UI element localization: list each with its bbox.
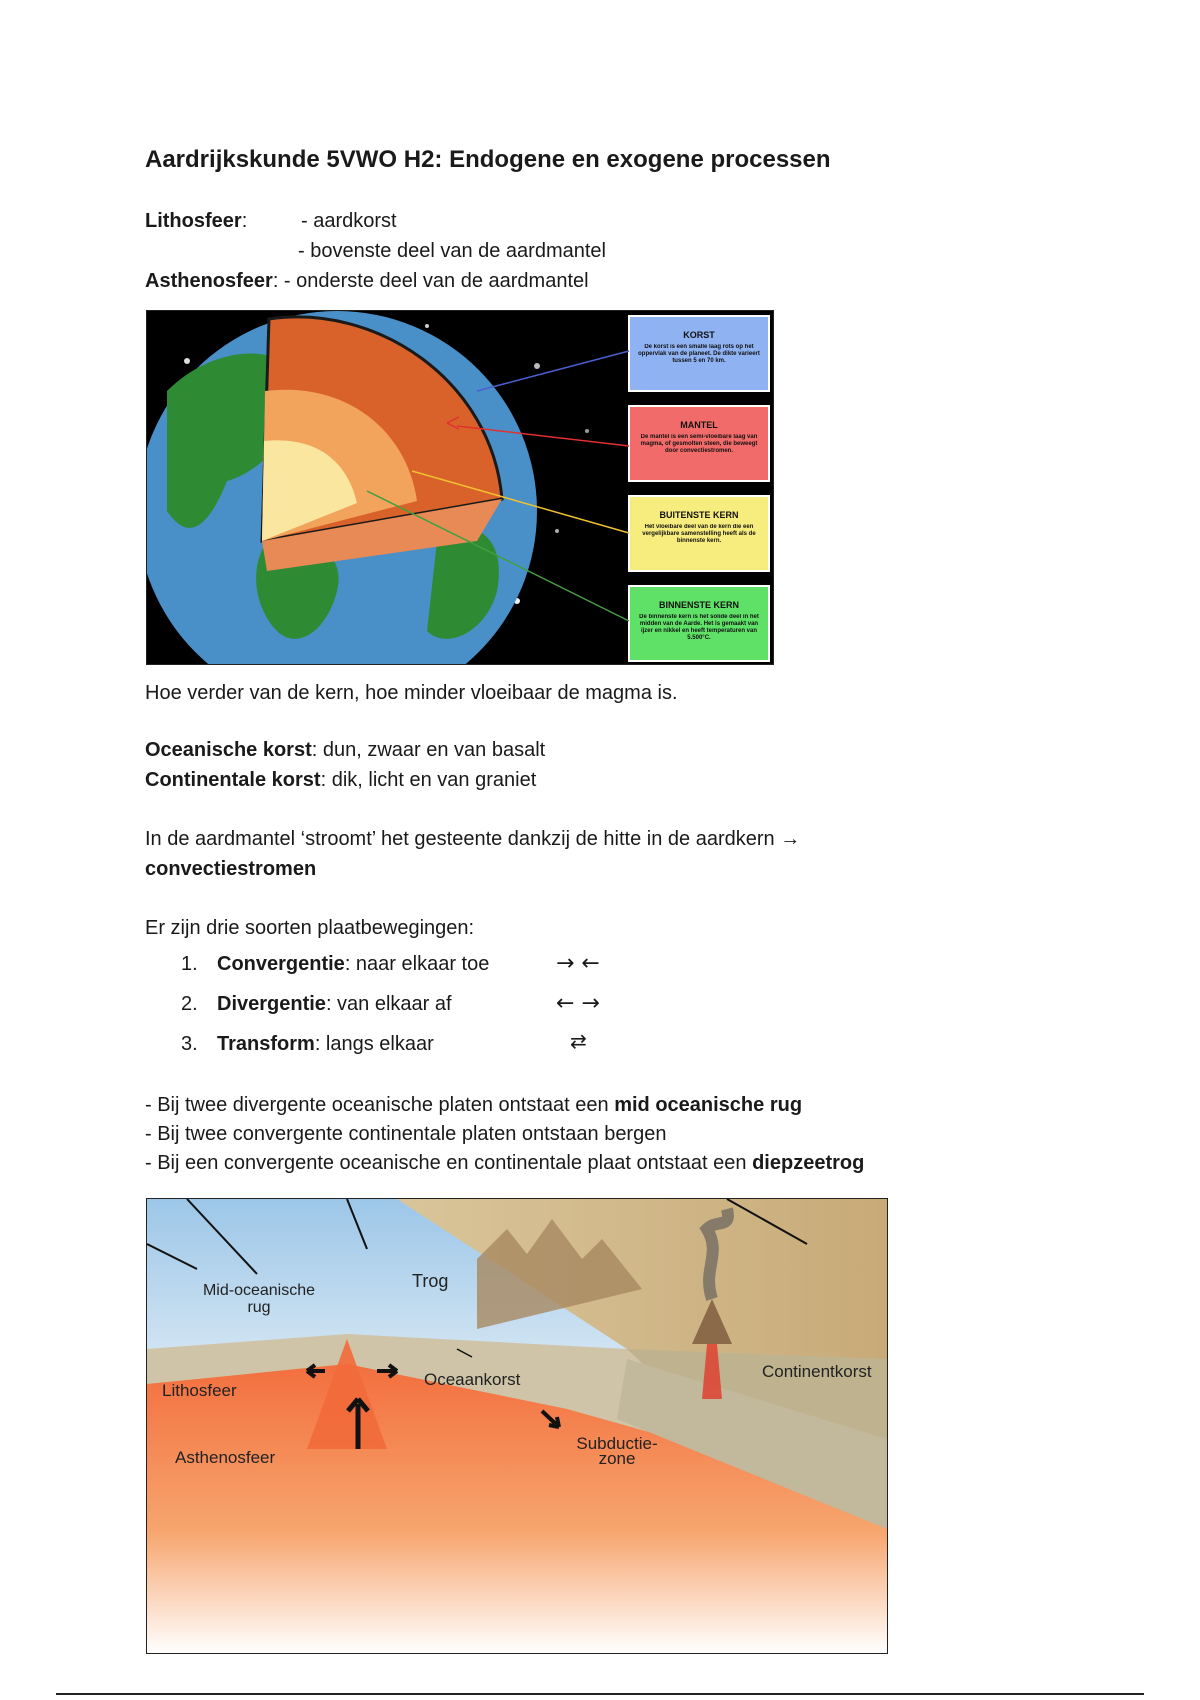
asthenosfeer-label: Asthenosfeer [175,1448,276,1467]
asthenosfeer-line [145,270,589,293]
buitenste-kern-box [629,496,769,571]
continentale-def: : dik, licht en van graniet [320,769,537,791]
plate-term: Convergentie [217,953,345,975]
buitenste-kern-description: Het vloeibare deel van de kern die een vergelijkbare samenstelling heeft als de binnenste kern. [642,524,756,544]
lithosfeer-term: Lithosfeer [145,210,242,232]
list-number: 1. [181,953,198,975]
plate-def: : langs elkaar [314,1033,434,1055]
oceanische-line [145,739,545,762]
earth-layers-figure [146,310,774,665]
korst-connector [477,351,629,391]
continentale-line [145,769,536,792]
convectie-line-1: In de aardmantel ‘stroomt’ het gesteente dankzij de hitte in de aardkern → [145,828,801,850]
kern-sentence: Hoe verder van de kern, hoe minder vloeibaar de magma is. [145,682,678,704]
oceaankorst-label: Oceaankorst [424,1370,521,1389]
footer-rule [56,1693,1144,1695]
binnenste-kern-box [629,586,769,661]
transform-arrows-icon: ⇄ [570,1029,587,1053]
korst-box [629,316,769,391]
bullet-bold: mid oceanische rug [614,1094,803,1116]
lithosfeer-def-1: - aardkorst [301,210,397,232]
buitenste-kern-label: BUITENSTE KERN [659,510,739,520]
lithosfeer-colon: : [241,210,248,232]
mid-rug-label-1: Mid-oceanische [202,1282,316,1299]
plate-def: : naar elkaar toe [344,953,490,975]
bullet-diepzeetrog [145,1152,864,1175]
bullet-bergen [145,1123,666,1146]
oceanische-def: : dun, zwaar en van basalt [311,739,546,761]
bullet-text: - Bij een convergente oceanische en continentale plaat ontstaat een [145,1152,753,1174]
mid-rug-label-2: rug [247,1299,271,1316]
subductie-label-1: Subductie- [576,1434,658,1453]
star-icon [425,324,429,328]
convergentie-arrows-icon: → ← [556,951,600,976]
tectonic-cross-section-svg [147,1199,887,1653]
plate-movement-divergentie [181,993,452,1016]
lithosfeer-def-2: - bovenste deel van de aardmantel [298,240,606,262]
plate-def: : van elkaar af [325,993,452,1015]
continentale-term: Continentale korst [145,769,321,791]
star-icon [585,429,589,433]
plate-intro: Er zijn drie soorten plaatbewegingen: [145,917,475,939]
mantel-label: MANTEL [680,420,718,430]
bullet-mid-oceanische-rug [145,1094,802,1117]
plate-movement-convergentie [181,953,489,976]
plate-term: Transform [217,1033,315,1055]
page-title: Aardrijkskunde 5VWO H2: Endogene en exogene processen [145,146,831,173]
binnenste-kern-label: BINNENSTE KERN [658,600,740,610]
oceanische-term: Oceanische korst [145,739,312,761]
bullet-text: - Bij twee convergente continentale platen ontstaan bergen [145,1123,667,1145]
bullet-bold: diepzeetrog [752,1152,865,1174]
asthenosfeer-def: : - onderste deel van de aardmantel [272,270,589,292]
plate-term: Divergentie [217,993,326,1015]
korst-label: KORST [683,330,715,340]
mantel-box [629,406,769,481]
korst-description: De korst is een smalle laag rots op het oppervlak van de planeet. De dikte varieert tussen 5 en 70 km. [638,344,760,364]
trog-label: Trog [412,1271,449,1291]
asthenosfeer-term: Asthenosfeer [145,270,273,292]
earth-layers-svg [147,311,773,664]
star-icon [184,358,190,364]
list-number: 3. [181,1033,198,1055]
binnenste-kern-description: De binnenste kern is het solide deel in het midden van de Aarde. Het is gemaakt van ijzer en nikkel en heeft temperaturen van 5.500°C. [639,614,759,641]
mantel-description: De mantel is een semi-vloeibare laag van magma, of gesmolten steen, die beweegt door convectiestromen. [640,434,758,454]
convectie-line-2: convectiestromen [145,858,317,880]
list-number: 2. [181,993,198,1015]
lithosfeer-label: Lithosfeer [162,1381,237,1400]
subductie-label-2: zone [598,1449,636,1468]
lithosfeer-line [145,210,247,233]
tectonic-cross-section-figure [146,1198,888,1654]
plate-movement-transform [181,1033,434,1056]
star-icon [555,529,559,533]
continentkorst-label: Continentkorst [762,1362,872,1381]
bullet-text: - Bij twee divergente oceanische platen ontstaat een [145,1094,615,1116]
divergentie-arrows-icon: ← → [556,991,600,1016]
star-icon [534,363,540,369]
